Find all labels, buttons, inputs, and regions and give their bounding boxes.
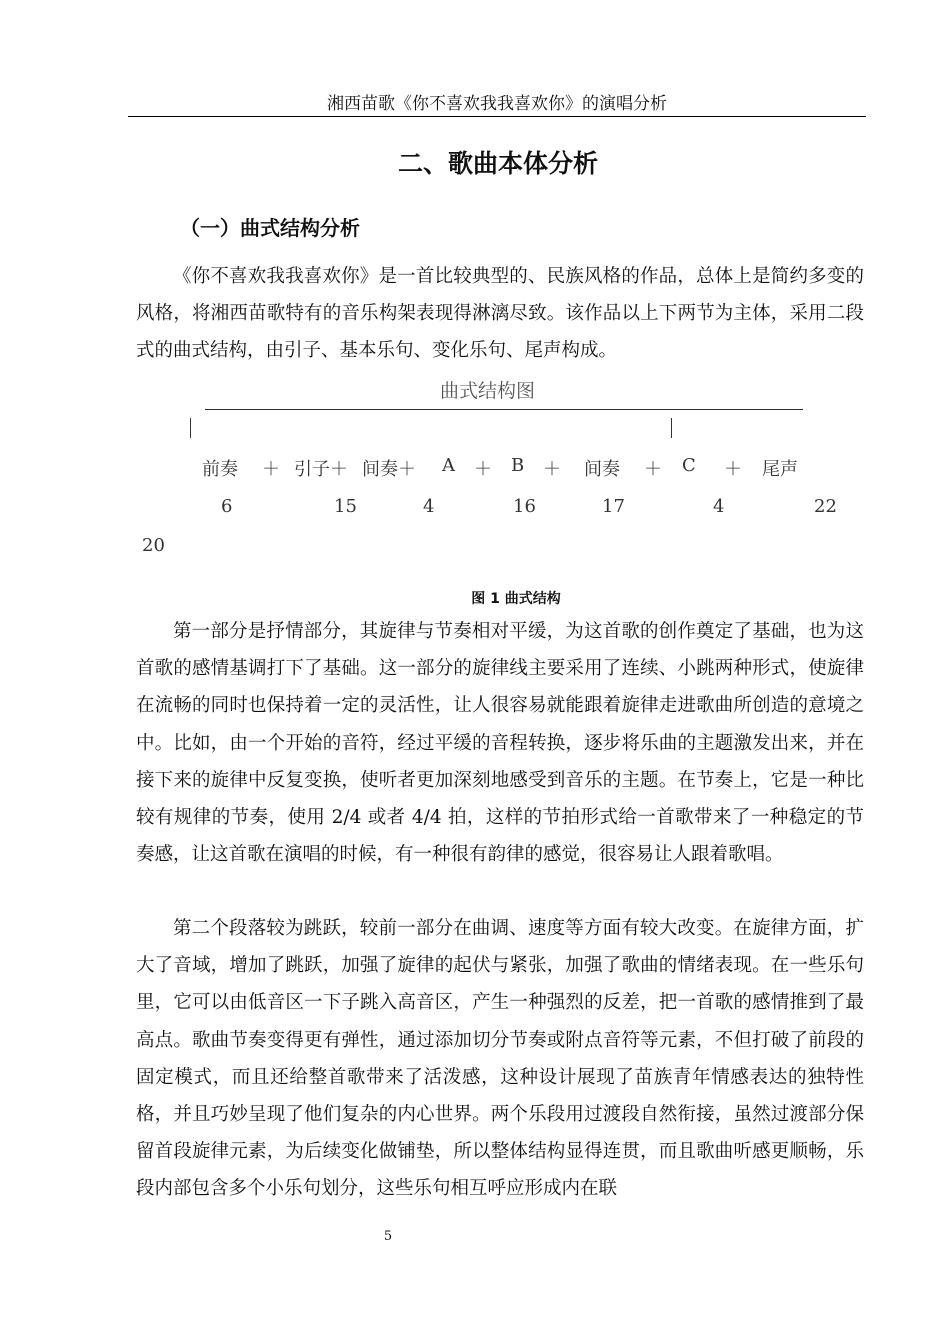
paragraph: 第一部分是抒情部分，其旋律与节奏相对平缓，为这首歌的创作奠定了基础，也为这首歌的感情基调打下了基础。这一部分的旋律线主要采用了连续、小跳两种形式，使旋律在流畅的同时也保持着一定的灵活性，让人很容易就能跟着旋律走进歌曲所创造的意境之中。比如，由一个开始的音符，经过平缓的音程转换，逐步将乐曲的主题激发出来，并在接下来的旋律中反复变换，使听者更加深刻地感受到音乐的主题。在节奏上，它是一种比较有规律的节奏，使用 2/4 或者 4/4 拍，这样的节拍形式给一首歌带来了一种稳定的节奏感，让这首歌在演唱的时候，有一种很有韵律的感觉，很容易让人跟着歌唱。 <box>136 621 864 866</box>
diagram-measure-count: 20 <box>142 535 165 556</box>
diagram-plus: ＋ <box>474 459 492 480</box>
diagram-title: 曲式结构图 <box>440 380 536 402</box>
diagram-span-line <box>205 409 803 410</box>
diagram-item-intro: 引子＋ <box>294 459 348 480</box>
paragraph: 《你不喜欢我我喜欢你》是一首比较典型的、民族风格的作品，总体上是简约多变的风格，将湘西苗歌特有的音乐构架表现得淋漓尽致。该作品以上下两节为主体，采用二段式的曲式结构，由引子、基本乐句、变化乐句、尾声构成。 <box>136 266 864 362</box>
section-heading: 二、歌曲本体分析 <box>397 149 598 178</box>
diagram-item-interlude-2: 间奏 <box>584 459 620 480</box>
diagram-plus: ＋ <box>543 459 561 480</box>
running-header: 湘西苗歌《你不喜欢我我喜欢你》的演唱分析 <box>128 92 866 117</box>
diagram-plus: ＋ <box>724 459 742 480</box>
diagram-measure-count: 17 <box>602 496 625 517</box>
diagram-left-bar <box>190 418 191 438</box>
diagram-measure-count: 15 <box>334 496 357 517</box>
diagram-measure-count: 4 <box>713 496 725 517</box>
paragraph: 第二个段落较为跳跃，较前一部分在曲调、速度等方面有较大改变。在旋律方面，扩大了音域，增加了跳跃，加强了旋律的起伏与紧张，加强了歌曲的情绪表现。在一些乐句里，它可以由低音区一下子跳入高音区，产生一种强烈的反差，把一首歌的感情推到了最高点。歌曲节奏变得更有弹性，通过添加切分节奏或附点音符等元素，不但打破了前段的固定模式，而且还给整首歌带来了活泼感，这种设计展现了苗族青年情感表达的独特性格，并且巧妙呈现了他们复杂的内心世界。两个乐段用过渡段自然衔接，虽然过渡部分保留首段旋律元素，为后续变化做铺垫，所以整体结构显得连贯，而且歌曲听感更顺畅，乐段内部包含多个小乐句划分，这些乐句相互呼应形成内在联 <box>136 918 864 1200</box>
diagram-plus: ＋ <box>644 459 662 480</box>
diagram-measure-count: 4 <box>423 496 435 517</box>
diagram-plus: ＋ <box>262 459 280 480</box>
diagram-item-interlude: 间奏＋ <box>362 459 416 480</box>
diagram-measure-count: 16 <box>513 496 536 517</box>
diagram-item-prelude: 前奏 <box>202 459 238 480</box>
figure-caption: 图 1 曲式结构 <box>471 591 561 607</box>
diagram-right-bar <box>671 418 672 438</box>
diagram-measure-count: 6 <box>221 496 233 517</box>
diagram-measure-count: 22 <box>814 496 837 517</box>
diagram-item-b: B <box>511 455 525 476</box>
diagram-item-coda: 尾声 <box>762 459 798 480</box>
page-number: 5 <box>383 1229 393 1244</box>
diagram-item-c: C <box>682 455 696 476</box>
subsection-heading: （一）曲式结构分析 <box>180 216 360 240</box>
diagram-item-a: A <box>442 455 455 476</box>
